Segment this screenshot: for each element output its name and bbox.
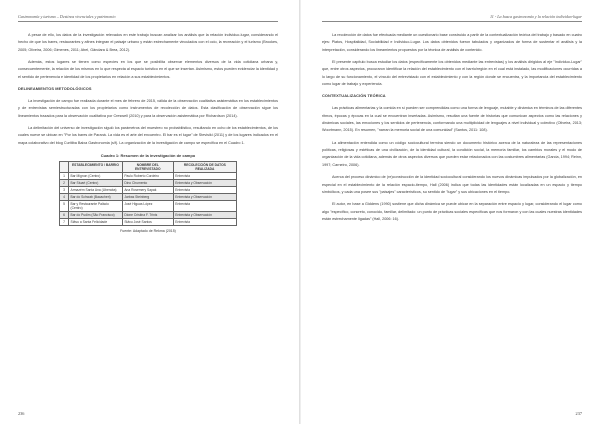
table-cell: Stâvu José Santos — [122, 219, 173, 226]
table-cell: Jarbas Steinberg — [122, 194, 173, 201]
table-row — [60, 212, 237, 219]
table-cell: Bar do Pudim (São Francisco) — [69, 212, 123, 219]
table-cell: Entrevista — [173, 187, 236, 194]
table-cell: 6 — [60, 212, 69, 219]
table-cell: Paulo Roberto Cordeiro — [122, 173, 173, 180]
table-cell: Entrevista — [173, 201, 236, 212]
left-paragraph: La investigación de campo fue realizada durante el mes de febrero de 2015, válida de la observación cualitativa asistemática en los establecimientos y de entrevistas semiestructuradas con los propietarios como instrumentos de recolección de datos. Esta clasificación de observación sigue los lineamientos trazados para la observación cualitativa por Creswell (2010) y para la observación asistemática por Richardson (2014). — [18, 99, 278, 118]
right-running-header: 11 - La busca gastronomía y la relación individuo-lugar — [490, 14, 582, 19]
right-paragraph: La alimentación entendida como un código sociocultural termina siendo un documento histórico acerca de la naturaleza de las representaciones políticas, religiosas y estéticas de una civilización, de la identidad cultural, la condición social, la memoria familiar, los cambios morales y el modo de organización de la vida cotidiana, además de otros aspectos diversos que pueden estar relacionados con las costumbres alimentarias (Garcia, 1994; Reinn, 1997; Carneiro, 2006). — [322, 140, 582, 167]
table-cell: Entrevista — [173, 173, 236, 180]
table-cell: 5 — [60, 201, 69, 212]
right-page — [300, 0, 600, 424]
right-section-heading: CONTEXTUALIZACIÓN TEÓRICA — [322, 93, 386, 99]
table-cell: 7 — [60, 219, 69, 226]
table-cell: Bar do Schwab (Bacacheri) — [69, 194, 123, 201]
table-header-cell — [60, 162, 69, 173]
table-body — [60, 173, 237, 226]
table-header-cell: RECOLECCIÓN DE DATOS REALIZADA — [173, 162, 236, 173]
table-header-row — [60, 162, 237, 173]
table-cell: Dione Cristina F. Trinis — [122, 212, 173, 219]
left-body — [18, 32, 278, 233]
right-body — [322, 32, 582, 228]
table-row — [60, 180, 237, 187]
table-cell: 4 — [60, 194, 69, 201]
left-paragraph: La delimitación del universo de investigación siguió los parámetros del muestreo no probabilístico, resultando en ocho de los establecimientos, de los cuales nueve se ubican en "Por los bares de Paraná. La vida es el arte del encuentro. El bar es el lugar" de Stevisiki (2011) y de los lugares indicados en el mapa colaborativo del blog Curitiba Baixa Gastronomia (s/f). La organización de la investigación de campo se especifica en el Cuadro 1. — [18, 126, 278, 145]
table-caption: Cuadro 1: Resumen de la investigación de campo — [100, 153, 196, 159]
fieldwork-table — [59, 161, 237, 226]
left-paragraph: Además, estos lugares se tienen como especies en los que se posibilita observar elementos diversos de la vida cotidiana urbana y, consecuentemente, la relación de los mismos en lo que respecta al espacio turístico en el que se insertan. Asimismo, estos pueden evidenciar la identidad y el sentido de pertenencia e identidad de los propietarios en relación a sus establecimientos. — [18, 60, 278, 79]
right-paragraph: Acerca del proceso dinámico de (re)construcción de la identidad sociocultural considerando los nuevos dinámicas impulsados por la globalización, en especial en el establecimiento de la relación espacio-tiempo, Hall (2006) indica que todas las identidades están localizadas en un espacio y tiempo simbólicos, y cada una posee sus "paisajes" característicos, su sentido de "lugar" y sus ubicaciones en el tiempo. — [322, 175, 582, 194]
table-source: Fuente: Adaptado de Rekma (2015) — [120, 229, 176, 234]
table-cell: Entrevista — [173, 219, 236, 226]
left-page-number: 236 — [18, 411, 25, 416]
right-header-rule — [322, 21, 582, 22]
table-cell: Bar Stuart (Centro) — [69, 180, 123, 187]
left-paragraph: A pesar de ello, los datos de la investigación relevados en este trabajo buscan analizar los análisis que la relación individuo-lugar, considerando el hecho de que los bares, restaurantes y afines integran el paisaje urbano y están estrechamente vinculados con el ocio, la recreación y el turismo (Brookes, 2005; Oliveira, 2006; Gimenes, 2011; Abel, Gândara & Brea, 2012). — [18, 33, 278, 52]
table-cell: 2 — [60, 180, 69, 187]
table-cell: José Higuas López — [122, 201, 173, 212]
left-section-heading: DELINEAMIENTOS METODOLÓGICOS — [18, 86, 92, 92]
table-cell: Dino Chumento — [122, 180, 173, 187]
table-header-cell: ESTABLECIMIENTO / BARRIO — [69, 162, 123, 173]
table-cell: 1 — [60, 173, 69, 180]
table-cell: Entrevista y Observación — [173, 180, 236, 187]
table-cell: Bar Mignon (Centro) — [69, 173, 123, 180]
table-cell: Ana Rosemery Sapak — [122, 187, 173, 194]
table-cell: 3 — [60, 187, 69, 194]
right-paragraph: El autor, en base a Giddens (1990) sostiene que dicha dinámica se puede ubicar en la separación entre espacio y lugar, considerando el lugar como algo "específico, concreto, conocido, familiar, delimitado: un punto de prácticas sociales específicas que nos formaron y con las cuales nuestras identidades están estrechamente ligadas" (Hall, 2006: 16). — [322, 202, 582, 221]
table-cell: Entrevista y Observación — [173, 194, 236, 201]
right-page-number: 237 — [575, 411, 582, 416]
table-row — [60, 201, 237, 212]
table-cell: Bar y Restaurante Palácio (Centro) — [69, 201, 123, 212]
table-cell: Armazém Santa Ana (Uberaba) — [69, 187, 123, 194]
right-paragraph: La recolección de datos fue efectuada mediante un cuestionario base construido a partir de la contextualización teórica del trabajo y basado en cuatro ejes: Platos, Hospitalidad, Sociabilidad e Individuo-Lugar. Los datos obtenidos fueron tabulados y organizados de forma de sustentar el análisis y la interpretación, considerando los lineamientos propuestos por la técnica de análisis de contenido. — [322, 33, 582, 52]
table-cell: Entrevista y Observación — [173, 212, 236, 219]
table-row — [60, 194, 237, 201]
right-paragraph: El presente capítulo busca estudiar los datos (específicamente los obtenidos mediante las entrevistas) y los análisis dirigidos al eje "Individuo-Lugar" que, entre otros aspectos, procuraron identificar la relación del establecimiento con el barrio/región en el cual está instalado, las modificaciones ocurridas a lo largo de su funcionamiento, el vínculo del entrevistado con el establecimiento y con la región donde se encuentra, y la importancia del establecimiento como lugar de trabajo y experiencia. — [322, 60, 582, 87]
table-cell: Stâvu a Santa Felicidade — [69, 219, 123, 226]
table-row — [60, 173, 237, 180]
table-header-cell: NOMBRE DEL ENTREVISTADO — [122, 162, 173, 173]
right-paragraph: Las prácticas alimentarias y la comida en sí pueden ser comprendidas como una forma de lenguaje, mutable y dinámica en términos de las diferentes ritmos, épocas y épocas en la cual se encuentran insertadas. Asimismo, resultan una fuente de historias que comunican aspectos como las relaciones y dinámicas sociales, las emociones y los sentidos de pertenencia, conformando una multiplicidad de lenguajes a nivel individual y colectivo (Oliveira, 2013; Woortmann, 2015). En resumen, "narran la memoria social de una comunidad" (Santos, 2011: 108). — [322, 106, 582, 133]
table-row — [60, 219, 237, 226]
left-header-rule — [18, 21, 278, 22]
table-row — [60, 187, 237, 194]
left-running-header: Gastronomía y turismo – Destinos vivenciales y patrimonio — [18, 14, 116, 19]
